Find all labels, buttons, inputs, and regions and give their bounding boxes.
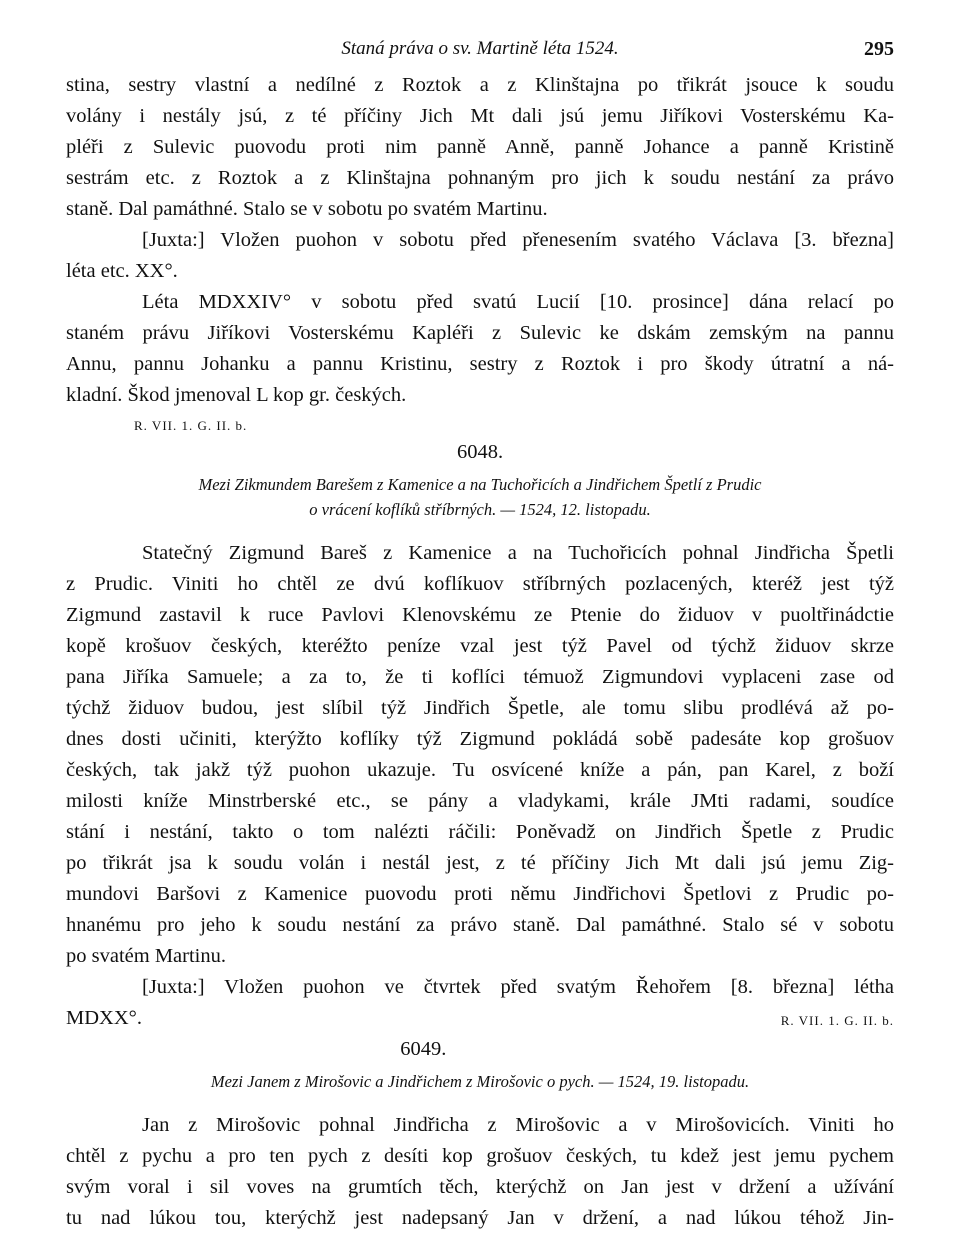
document-body	[66, 538, 894, 972]
relation-paragraph	[66, 287, 894, 411]
text-line: českých, tak jakž týž puohon ukazuje. Tu osvícené kníže a pán, pan Karel, z boží	[66, 759, 894, 781]
source-reference: R. VII. 1. G. II. b.	[134, 418, 248, 433]
text-line: kopě krošuov českých, kteréžto peníze vzal jest týž Pavel od týchž židuov skrze	[66, 635, 894, 657]
page-number: 295	[864, 38, 894, 60]
text-line: staném právu Jiříkovi Vosterskému Kapléři z Sulevic ke dskám zemským na pannu	[66, 322, 894, 344]
text-line: stina, sestry vlastní a nedílné z Roztok a z Klinštajna po třikrát jsouce k soudu	[66, 74, 894, 96]
text-line: dnes dosti učiniti, kterýžto koflíky týž Zigmund pokládá sobě padesáte kop grošuov	[66, 728, 894, 750]
regest-line: o vrácení koflíků stříbrných. — 1524, 12. listopadu.	[309, 500, 651, 519]
text-line: volány i nestály jsú, z té příčiny Jich Mt dali jsú jemu Jiříkovi Vosterskému Ka-	[66, 105, 894, 127]
juxta-note	[66, 972, 894, 1034]
text-line: Zigmund zastavil k ruce Pavlovi Klenovskému ze Ptenie do židuov v puoltřinádctie	[66, 604, 894, 626]
regest-line: Mezi Janem z Mirošovic a Jindřichem z Mirošovic o pych. — 1524, 19. listopadu.	[210, 1072, 750, 1091]
text-line: po svatém Martinu.	[66, 945, 226, 967]
text-line: svým voral i sil voves na grumtích těch, kterýchž on Jan jest v držení a užívání	[66, 1176, 894, 1198]
text-line: po třikrát jsa k soudu volán i nestál jest, z té příčiny Jich Mt dali jsú jemu Zig-	[66, 852, 894, 874]
text-line: staně. Dal památhné. Stalo se v sobotu po svatém Martinu.	[66, 198, 548, 220]
text-line: [Juxta:] Vložen puohon v sobotu před přenesením svatého Václava [3. března]	[142, 229, 894, 251]
text-line: sestrám etc. z Roztok a z Klinštajna pohnaným pro jich k soudu nestání za právo	[66, 167, 894, 189]
text-line: léta etc. XX°.	[66, 260, 178, 282]
text-line: hnanému pro jeho k soudu nestání za právo staně. Dal památhné. Stalo sé v sobotu	[66, 914, 894, 936]
text-line	[66, 1003, 894, 1034]
document-number: 6048.	[456, 441, 504, 463]
text-line: Léta MDXXIV° v sobotu před svatú Lucií [10. prosince] dána relací po	[142, 291, 894, 313]
text-line: milosti kníže Minstrberské etc., se pány a vladykami, krále JMti radami, soudíce	[66, 790, 894, 812]
text-line: tu nad lúkou tou, kterýchž jest nadepsaný Jan v držení, a nad lúkou téhož Jin-	[66, 1207, 894, 1229]
running-title: Staná práva o sv. Martině léta 1524.	[341, 38, 619, 59]
paragraph-continued	[66, 70, 894, 225]
text-line: kladní. Škod jmenoval L kop gr. českých.	[66, 384, 407, 406]
document-regest	[66, 472, 894, 522]
text-line: pana Jiříka Samuele; a za to, že ti koflíci témuož Zigmundovi vyplaceni zase od	[66, 666, 894, 688]
text-line: mundovi Baršovi z Kamenice puovodu proti němu Jindřichovi Špetlovi z Prudic po-	[66, 883, 894, 905]
running-head	[66, 36, 894, 70]
regest-line: Mezi Zikmundem Barešem z Kamenice a na Tuchořicích a Jindřichem Špetlí z Prudic	[198, 475, 762, 494]
text-line: Jan z Mirošovic pohnal Jindřicha z Mirošovic a v Mirošovicích. Viniti ho	[142, 1114, 894, 1136]
book-page	[66, 36, 894, 1234]
document-regest	[66, 1069, 894, 1094]
text-line: Statečný Zigmund Bareš z Kamenice a na Tuchořicích pohnal Jindřicha Špetli	[142, 542, 894, 564]
text-line: [Juxta:] Vložen puohon ve čtvrtek před svatým Řehořem [8. března] létha	[142, 976, 894, 998]
document-body	[66, 1110, 894, 1234]
text-line: Annu, pannu Johanku a pannu Kristinu, sestry z Roztok i pro škody útratní a ná-	[66, 353, 894, 375]
text-line: z Prudic. Viniti ho chtěl ze dvú koflíkuov stříbrných pozlacených, kteréž jest týž	[66, 573, 894, 595]
text-line: chtěl z pychu a pro ten pych z desíti kop grošuov českých, tu kdež jest jemu pychem	[66, 1145, 894, 1167]
document-number: 6049.	[400, 1038, 447, 1060]
source-reference: R. VII. 1. G. II. b.	[780, 1013, 894, 1028]
text-fragment: MDXX°.	[66, 1007, 142, 1029]
juxta-note	[66, 225, 894, 287]
text-line: pléři z Sulevic puovodu proti nim panně Anně, panně Johance a panně Kristině	[66, 136, 894, 158]
text-line: stání i nestání, takto o tom nalézti ráčili: Poněvadž on Jindřich Špetle z Prudic	[66, 821, 894, 843]
text-line: týchž židuov budou, jest slíbil týž Jindřich Špetle, ale tomu slibu prodlévá až po-	[66, 697, 894, 719]
